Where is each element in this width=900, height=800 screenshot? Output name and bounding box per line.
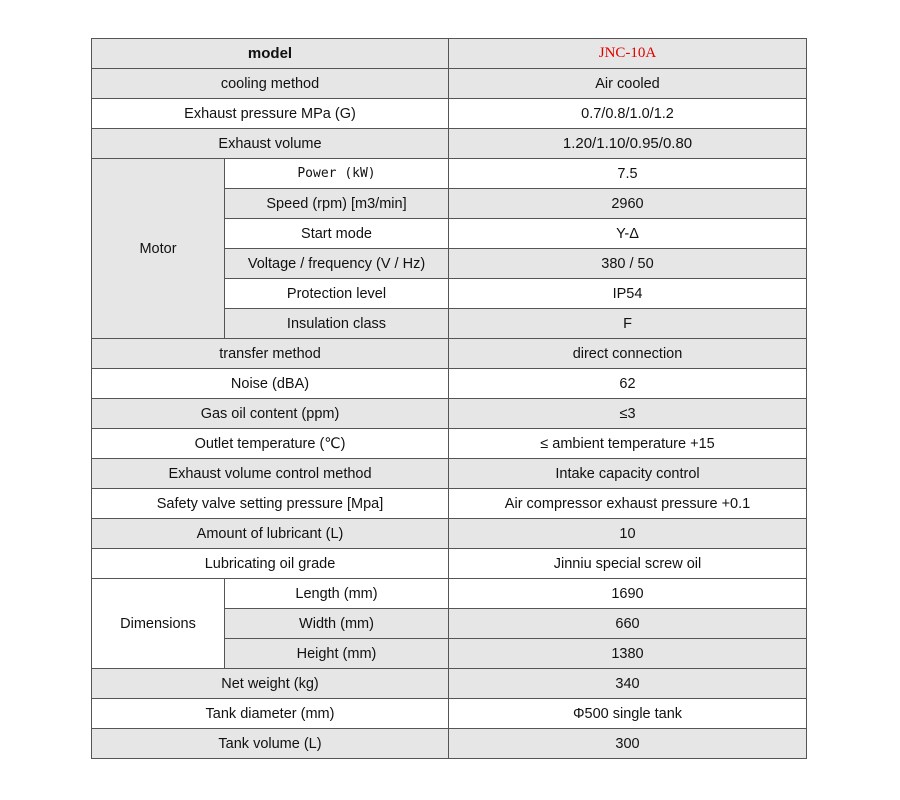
net-weight-label: Net weight (kg) — [92, 669, 449, 699]
lubricant-amount-label: Amount of lubricant (L) — [92, 519, 449, 549]
noise-label: Noise (dBA) — [92, 369, 449, 399]
height-label: Height (mm) — [225, 639, 449, 669]
transfer-method-value: direct connection — [449, 339, 807, 369]
control-method-value: Intake capacity control — [449, 459, 807, 489]
lubricant-amount-value: 10 — [449, 519, 807, 549]
oil-grade-value: Jinniu special screw oil — [449, 549, 807, 579]
motor-power-value: 7.5 — [449, 159, 807, 189]
tank-diameter-label: Tank diameter (mm) — [92, 699, 449, 729]
table-row — [92, 99, 807, 129]
table-row — [92, 399, 807, 429]
model-value: JNC-10A — [449, 39, 807, 69]
cooling-method-value: Air cooled — [449, 69, 807, 99]
motor-start-mode-label: Start mode — [225, 219, 449, 249]
header-row — [92, 39, 807, 69]
motor-speed-label: Speed (rpm) [m3/min] — [225, 189, 449, 219]
length-label: Length (mm) — [225, 579, 449, 609]
table-row — [92, 459, 807, 489]
gas-oil-content-value: ≤3 — [449, 399, 807, 429]
noise-value: 62 — [449, 369, 807, 399]
table-row — [92, 669, 807, 699]
height-value: 1380 — [449, 639, 807, 669]
tank-diameter-value: Φ500 single tank — [449, 699, 807, 729]
table-row — [92, 549, 807, 579]
table-row — [92, 369, 807, 399]
table-row — [92, 729, 807, 759]
exhaust-volume-value: 1.20/1.10/0.95/0.80 — [449, 129, 807, 159]
motor-power-label: Power (kW) — [225, 159, 449, 189]
transfer-method-label: transfer method — [92, 339, 449, 369]
motor-speed-value: 2960 — [449, 189, 807, 219]
table-row — [92, 429, 807, 459]
control-method-label: Exhaust volume control method — [92, 459, 449, 489]
outlet-temperature-label: Outlet temperature (℃) — [92, 429, 449, 459]
motor-insulation-value: F — [449, 309, 807, 339]
table-row — [92, 159, 807, 189]
dimensions-group-label: Dimensions — [92, 579, 225, 669]
exhaust-pressure-label: Exhaust pressure MPa (G) — [92, 99, 449, 129]
motor-voltage-label: Voltage / frequency (V / Hz) — [225, 249, 449, 279]
safety-valve-label: Safety valve setting pressure [Mpa] — [92, 489, 449, 519]
length-value: 1690 — [449, 579, 807, 609]
table-row — [92, 129, 807, 159]
motor-insulation-label: Insulation class — [225, 309, 449, 339]
motor-start-mode-value: Y-Δ — [449, 219, 807, 249]
tank-volume-label: Tank volume (L) — [92, 729, 449, 759]
cooling-method-label: cooling method — [92, 69, 449, 99]
motor-group-label: Motor — [92, 159, 225, 339]
oil-grade-label: Lubricating oil grade — [92, 549, 449, 579]
outlet-temperature-value: ≤ ambient temperature +15 — [449, 429, 807, 459]
motor-protection-label: Protection level — [225, 279, 449, 309]
table-row — [92, 519, 807, 549]
table-row — [92, 489, 807, 519]
model-label: model — [92, 39, 449, 69]
table-row — [92, 579, 807, 609]
table-row — [92, 69, 807, 99]
tank-volume-value: 300 — [449, 729, 807, 759]
spec-table — [91, 38, 807, 759]
exhaust-pressure-value: 0.7/0.8/1.0/1.2 — [449, 99, 807, 129]
motor-voltage-value: 380 / 50 — [449, 249, 807, 279]
exhaust-volume-label: Exhaust volume — [92, 129, 449, 159]
motor-protection-value: IP54 — [449, 279, 807, 309]
width-label: Width (mm) — [225, 609, 449, 639]
net-weight-value: 340 — [449, 669, 807, 699]
table-row — [92, 699, 807, 729]
safety-valve-value: Air compressor exhaust pressure +0.1 — [449, 489, 807, 519]
gas-oil-content-label: Gas oil content (ppm) — [92, 399, 449, 429]
table-row — [92, 339, 807, 369]
width-value: 660 — [449, 609, 807, 639]
